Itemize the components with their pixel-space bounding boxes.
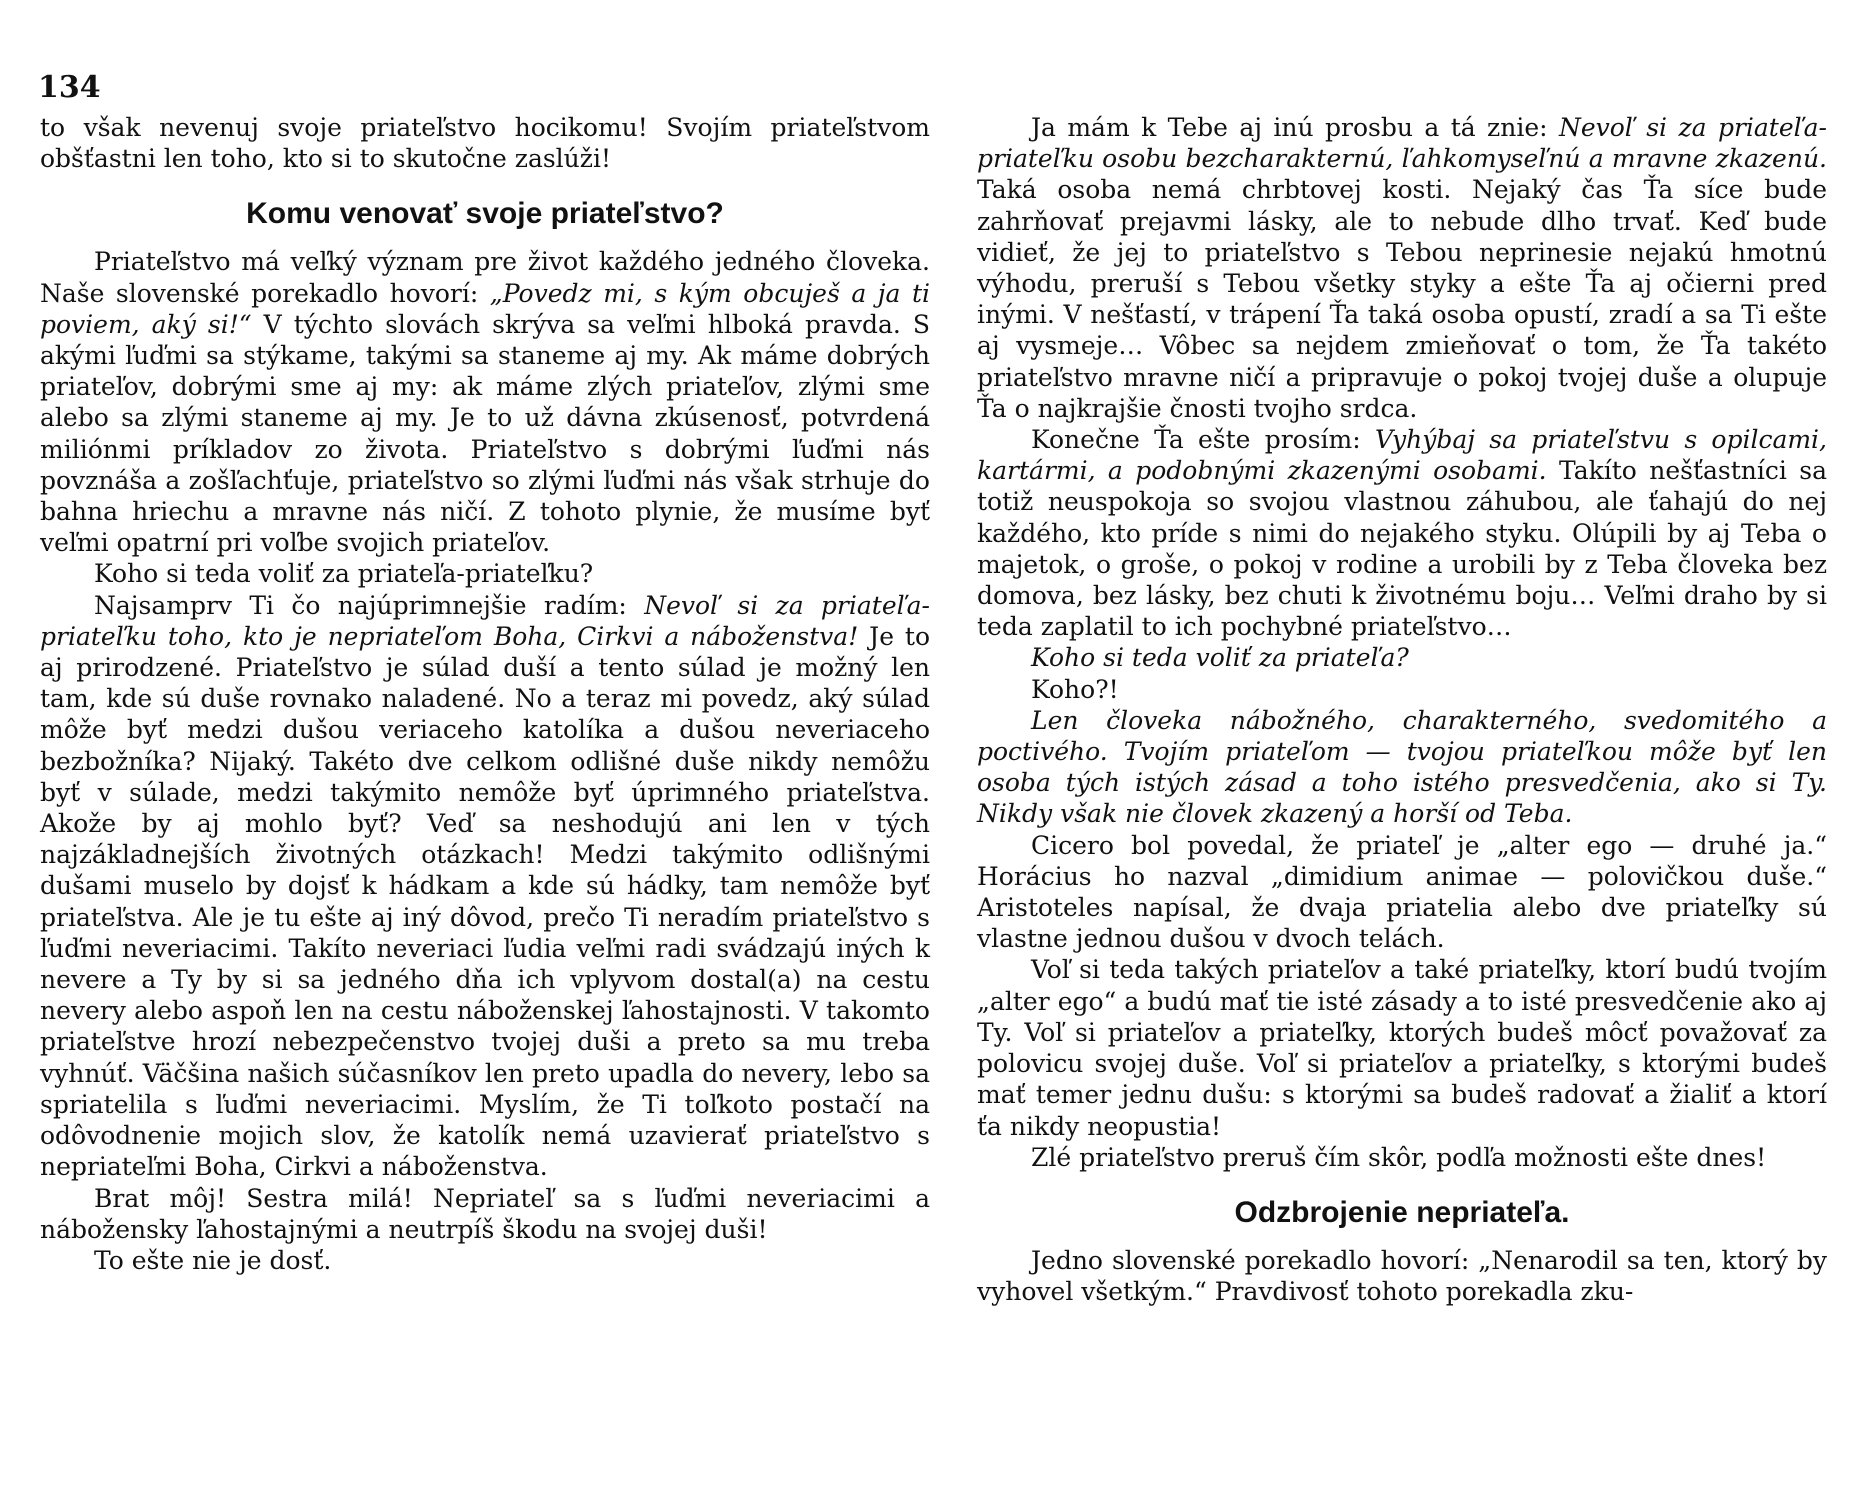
left-column bbox=[40, 112, 930, 1276]
paragraph: Jedno slovenské porekadlo hovorí: „Nenarodil sa ten, ktorý by vyhovel všetkým.“ Pravdivosť tohoto porekadla zku- bbox=[977, 1245, 1827, 1307]
paragraph: Voľ si teda takých priateľov a také priateľky, ktorí budú tvojím „alter ego“ a budú mať tie isté zásady a to isté presvedčenie ako aj Ty. Voľ si priateľov a priateľky, ktorých budeš môcť považovať za polovicu svojej duše. Voľ si priateľov a priateľky, s ktorými budeš mať temer jednu dušu: s ktorými sa budeš radovať a žialiť a ktorí ťa nikdy neopustia! bbox=[977, 955, 1827, 1141]
paragraph: Najsamprv Ti čo najúprimnejšie radím: Nevoľ si za priateľa-priateľku toho, kto je nepriateľom Boha, Cirkvi a náboženstva! Je to aj prirodzené. Priateľstvo je súlad duší a tento súlad je možný len tam, kde sú duše rovnako naladené. No a teraz mi povedz, aký súlad môže byť medzi dušou veriaceho katolíka a dušou neveriaceho bezbožníka? Nijaký. Takéto dve celkom odlišné duše nikdy nemôžu byť v súlade, medzi takýmito nemôže byť úprimného priateľstva. Akože by aj mohlo byť? Veď sa neshodujú ani len v tých najzákladnejších životných otázkach! Medzi takýmito odlišnými dušami muselo by dojsť k hádkam a kde sú hádky, tam nemôže byť priateľstva. Ale je tu ešte aj iný dôvod, prečo Ti neradím priateľstvo s ľuďmi neveriacimi. Takíto neveriaci ľudia veľmi radi svádzajú iných k nevere a Ty by si sa jedného dňa ich vplyvom dostal(a) na cestu nevery alebo aspoň len na cestu náboženskej ľahostajnosti. V takomto priateľstve hrozí nebezpečenstvo tvojej duši a preto sa mu treba vyhnúť. Väčšina našich súčasníkov len preto upadla do nevery, lebo sa spriatelila s ľuďmi neveriacimi. Myslím, že Ti toľkoto postačí na odôvodnenie mojich slov, že katolík nemá uzavierať priateľstvo s nepriateľmi Boha, Cirkvi a náboženstva. bbox=[40, 590, 930, 1182]
paragraph: Koho?! bbox=[1031, 674, 1119, 704]
right-column bbox=[977, 112, 1827, 1307]
paragraph: Koho si teda voliť za priateľa? bbox=[1031, 643, 1409, 673]
paragraph: Cicero bol povedal, že priateľ je „alter ego — druhé ja.“ Horácius ho nazval „dimidium animae — polovičkou duše.“ Aristoteles napísal, že dvaja priatelia alebo dve priateľky sú vlastne jednou dušou v dvoch telách. bbox=[977, 830, 1827, 954]
paragraph: To ešte nie je dosť. bbox=[94, 1245, 332, 1275]
paragraph: Ja mám k Tebe aj inú prosbu a tá znie: Nevoľ si za priateľa-priateľku osobu bezcharakternú, ľahkomyseľnú a mravne zkazenú. Taká osoba nemá chrbtovej kosti. Nejaký čas Ťa síce bude zahrňovať prejavmi lásky, ale to nebude dlho trvať. Keď bude vidieť, že jej to priateľstvo s Tebou neprinesie nejakú hmotnú výhodu, preruší s Tebou všetky styky a ešte Ťa aj očierni pred inými. V nešťastí, v trápení Ťa taká osoba opustí, zradí a sa Ti ešte aj vysmeje… Vôbec sa nejdem zmieňovať o tom, že Ťa takéto priateľstvo mravne ničí a pripravuje o pokoj tvojej duše a olupuje Ťa o najkrajšie čnosti tvojho srdca. bbox=[977, 113, 1827, 423]
section-heading: Odzbrojenie nepriateľa. bbox=[1234, 1195, 1570, 1229]
paragraph: to však nevenuj svoje priateľstvo hocikomu! Svojím priateľstvom obšťastni len toho, kto si to skutočne zaslúži! bbox=[40, 113, 930, 174]
paragraph: Len človeka nábožného, charakterného, svedomitého a poctivého. Tvojím priateľom — tvojou priateľkou môže byť len osoba tých istých zásad a toho istého presvedčenia, ako si Ty. Nikdy však nie človek zkazený a horší od Teba. bbox=[977, 705, 1827, 829]
section-heading: Komu venovať svoje priateľstvo? bbox=[246, 197, 724, 231]
paragraph: Priateľstvo má veľký význam pre život každého jedného človeka. Naše slovenské porekadlo hovorí: „Povedz mi, s kým obcuješ a ja ti poviem, aký si!“ V týchto slovách skrýva sa veľmi hlboká pravda. S akými ľuďmi sa stýkame, takými sa staneme aj my. Ak máme dobrých priateľov, dobrými sme aj my: ak máme zlých priateľov, zlými sme alebo sa zlými staneme aj my. Je to už dávna zkúsenosť, potvrdená miliónmi príkladov zo života. Priateľstvo s dobrými ľuďmi nás povznáša a zošľachťuje, priateľstvo so zlými ľuďmi nás však strhuje do bahna hriechu a mravne nás ničí. Z tohoto plynie, že musíme byť veľmi opatrní pri voľbe svojich priateľov. bbox=[40, 247, 930, 558]
paragraph: Zlé priateľstvo preruš čím skôr, podľa možnosti ešte dnes! bbox=[1031, 1142, 1767, 1172]
paragraph: Brat môj! Sestra milá! Nepriateľ sa s ľuďmi neveriacimi a nábožensky ľahostajnými a neutrpíš škodu na svojej duši! bbox=[40, 1183, 930, 1244]
page-number: 134 bbox=[38, 70, 101, 105]
paragraph: Konečne Ťa ešte prosím: Vyhýbaj sa priateľstvu s opilcami, kartármi, a podobnými zkazenými osobami. Takíto nešťastníci sa totiž neuspokoja so svojou vlastnou záhubou, ale ťahajú do nej každého, kto príde s nimi do nejakého styku. Olúpili by aj Teba o majetok, o groše, o pokoj v rodine a urobili by z Teba človeka bez domova, bez lásky, bez chuti k životnému boju… Veľmi draho by si teda zaplatil to ich pochybné priateľstvo… bbox=[977, 425, 1828, 642]
paragraph: Koho si teda voliť za priateľa-priateľku? bbox=[94, 559, 594, 589]
